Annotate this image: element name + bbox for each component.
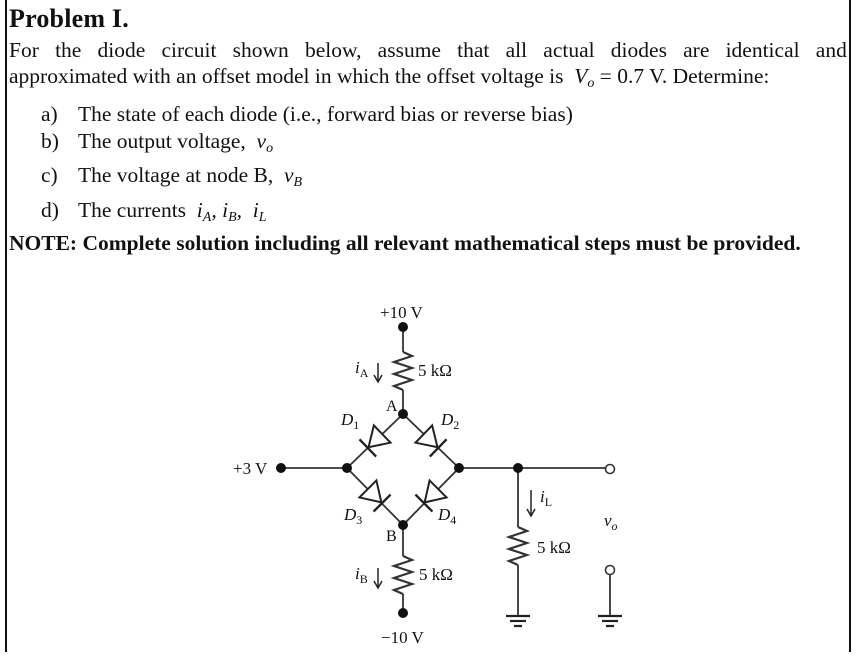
question-label: b) (41, 128, 59, 153)
ground-icon (506, 616, 530, 626)
node-left-dot (342, 463, 352, 473)
intro-word: are (683, 38, 710, 62)
question-label: d) (41, 197, 59, 222)
label-resistor-top: 5 kΩ (418, 361, 452, 380)
node-output-dot (513, 463, 523, 473)
label-d4: $D_4$ (438, 505, 457, 527)
terminal-minus10v (398, 608, 408, 618)
problem-title: Problem I. (9, 4, 129, 33)
label-il: $i_L$ (540, 487, 553, 509)
label-plus3v: +3 V (233, 459, 268, 478)
node-b-voltage-symbol: $v_B$ (283, 163, 303, 190)
node-dots (276, 322, 523, 618)
intro-word: assume (377, 38, 441, 62)
node-b-dot (398, 520, 408, 530)
intro-word: identical (725, 38, 800, 62)
label-ib: $i_B$ (355, 564, 368, 586)
question-text: The voltage at node B, (78, 163, 274, 187)
output-terminal-bottom (606, 566, 615, 575)
question-text: The state of each diode (i.e., forward bias or reverse bias) (78, 102, 573, 126)
label-d2: $D_2$ (441, 410, 460, 432)
intro-word: For (9, 38, 39, 62)
question-text: The output voltage, (78, 128, 246, 153)
node-right-dot (454, 463, 464, 473)
node-a-dot (398, 409, 408, 419)
offset-voltage-symbol: $V_o$ (574, 64, 595, 91)
intro-word: circuit (161, 38, 217, 62)
currents-symbols: $i_A$, $i_B$, $i_L$ (186, 197, 267, 225)
intro-line-2-text: approximated with an offset model in which the offset voltage is (9, 64, 564, 88)
label-resistor-bottom: 5 kΩ (419, 565, 453, 584)
offset-voltage-value: = 0.7 V. Determine: (599, 64, 770, 88)
output-terminal-top (606, 465, 615, 474)
ground-icon (598, 616, 622, 626)
resistor-load (509, 527, 527, 565)
intro-word: below, (304, 38, 362, 62)
label-resistor-load: 5 kΩ (537, 538, 571, 557)
note-text: NOTE: Complete solution including all relevant mathematical steps must be provided. (9, 231, 801, 255)
label-node-b: B (386, 528, 397, 545)
terminal-plus10v (398, 322, 408, 332)
resistor-top (394, 352, 412, 390)
intro-word: diodes (610, 38, 667, 62)
terminal-plus3v (276, 463, 286, 473)
intro-word: diode (97, 38, 146, 62)
intro-word: actual (543, 38, 595, 62)
label-minus10v: −10 V (381, 628, 424, 647)
intro-word: all (505, 38, 528, 62)
label-vo: $v_o$ (604, 511, 618, 533)
label-node-a: A (386, 398, 398, 415)
question-label: c) (41, 163, 58, 187)
output-voltage-symbol: $v_o$ (256, 128, 274, 156)
intro-word: shown (232, 38, 289, 62)
intro-word: the (55, 38, 82, 62)
label-d3: $D_3$ (344, 505, 363, 527)
label-plus10v: +10 V (380, 303, 423, 322)
question-label: a) (41, 102, 58, 126)
resistor-bottom (394, 556, 412, 594)
intro-word: and (815, 38, 847, 62)
label-d1: $D_1$ (341, 410, 360, 432)
question-text: The currents (78, 197, 187, 222)
label-ia: $i_A$ (355, 358, 369, 380)
intro-word: that (457, 38, 490, 62)
